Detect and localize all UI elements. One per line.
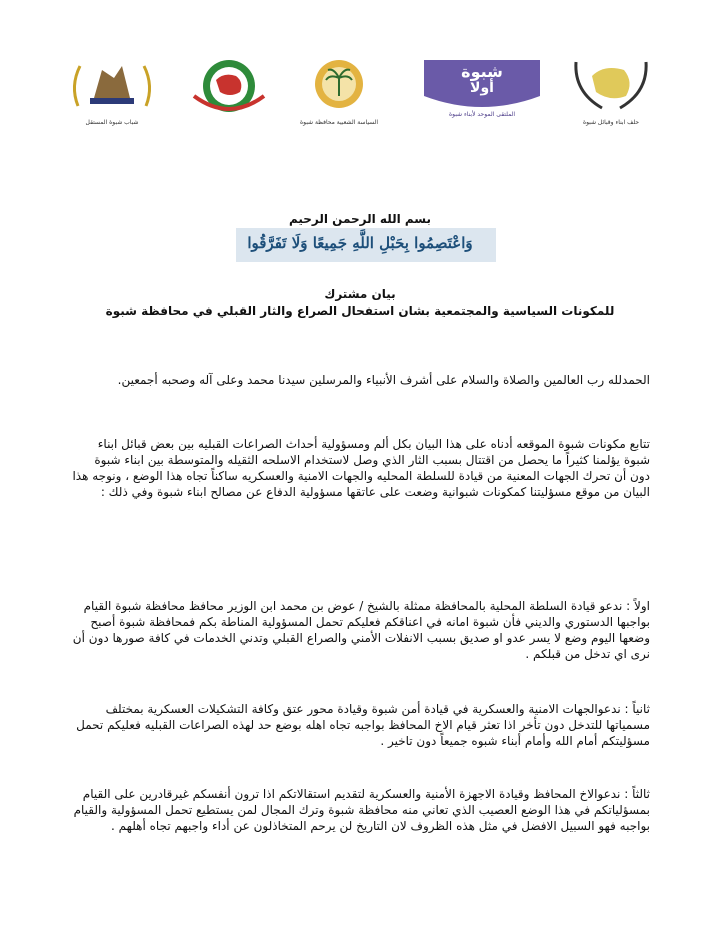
statement-subject: للمكونات السياسية والمجتمعية بشان استفحال الصراع والثار القبلي في محافظة شبوة [105, 304, 615, 318]
logo-title-bottom: أولا [470, 80, 494, 96]
swords-map-logo [568, 56, 654, 126]
paragraph-third: ثالثاً : ندعوالاخ المحافظ وقيادة الاجهزة الأمنية والعسكرية لتقديم استقالاتكم اذا ترون أنفسكم غيرقادرين على القيام بمسؤلياتكم في هذا الوضع العصيب الذي تعاني منه محافظة شبوة وترك المجال لمن يستطيع تحمل المسؤولية والقيام بواجبه فهو السبيل الافضل في مثل هذه الظروف لان التاريخ لن يرحم المتخاذلون عن أداء واجبهم تجاه أهلهم . [73, 787, 650, 833]
logo-caption: السياسة الشعبية محافظة شبوة [299, 119, 379, 126]
palm-emblem-logo [296, 56, 382, 126]
swords-map-icon [568, 56, 654, 114]
wreath-icon [64, 56, 160, 114]
logo-caption: شباب شبوة المستقل [85, 119, 139, 126]
shabwa-first-logo [420, 56, 544, 126]
paragraph-hamd: الحمدلله رب العالمين والصلاة والسلام على أشرف الأنبياء والمرسلين سيدنا محمد وعلى آله وصحبه أجمعين. [117, 373, 650, 387]
mountain-wreath-logo [64, 56, 160, 126]
quran-verse: وَاعْتَصِمُوا بِحَبْلِ اللَّهِ جَمِيعًا وَلَا تَفَرَّقُوا [247, 234, 473, 252]
paragraph-second: ثانياً : ندعوالجهات الامنية والعسكرية في قيادة أمن شبوة وقيادة محور عتق وكافة التشكيلات العسكرية بمختلف مسمياتها للتدخل دون تأخر اذا تعثر قيام الاخ المحافظ بواجبه تجاه اهله بوضع حد لهذه الصراعات القبليه فعليكم تحمل مسؤليتكم أمام الله وأمام أبناء شبوه جميعاً دون تاخير . [76, 702, 650, 748]
logo-caption: الملتقى الموحد لأبناء شبوة [448, 111, 516, 118]
map-wreath-logo [184, 56, 274, 126]
palm-emblem-icon [296, 56, 382, 112]
basmala: بسم الله الرحمن الرحيم [288, 212, 432, 226]
logos-row [60, 56, 660, 126]
paragraph-first: اولاً : ندعو قيادة السلطة المحلية بالمحافظة ممثلة بالشيخ / عوض بن محمد ابن الوزير محافظ محافظة شبوة القيام بواجبها الدستوري والديني فأن شبوة امانه في اعناقكم فعليكم تحمل المسؤولية المناطة بكم فمحافظة شبوة أصبح وضعها اليوم وضع لا يسر عدو او صديق بسبب الانفلات الأمني والصراع القبلي وتدني الخدمات في كافة صورها دون أن نرى اي تدخل من قبلكم . [72, 599, 650, 661]
statement-title: بيان مشترك [324, 287, 396, 301]
paragraph-intro: تتابع مكونات شبوة الموقعه أدناه على هذا البيان بكل ألم ومسؤولية أحداث الصراعات القبليه بين بعض قبائل ابناء شبوة يؤلمنا كثيراً ما يحصل من اقتتال بسبب الثار الذي وصل لاستخدام الاسلحه الثقيله والمتوسطة بين ابناء شبوة دون أن تحرك الجهات المعنية من قيادة للسلطة المحليه والجهات الامنية والعسكريه ساكناً تجاه هذا الوضع ، ونوجه هذا البيان من موقع مسؤليتنا كمكونات شبوانية وضعت على عاتقها مسؤولية الدفاع عن مصالح ابناء شبوة وفي ذلك : [72, 437, 650, 499]
logo-title-top: شبوة [461, 62, 503, 81]
logo-caption: حلف ابناء وقبائل شبوة [582, 119, 640, 126]
map-emblem-icon [184, 56, 274, 118]
